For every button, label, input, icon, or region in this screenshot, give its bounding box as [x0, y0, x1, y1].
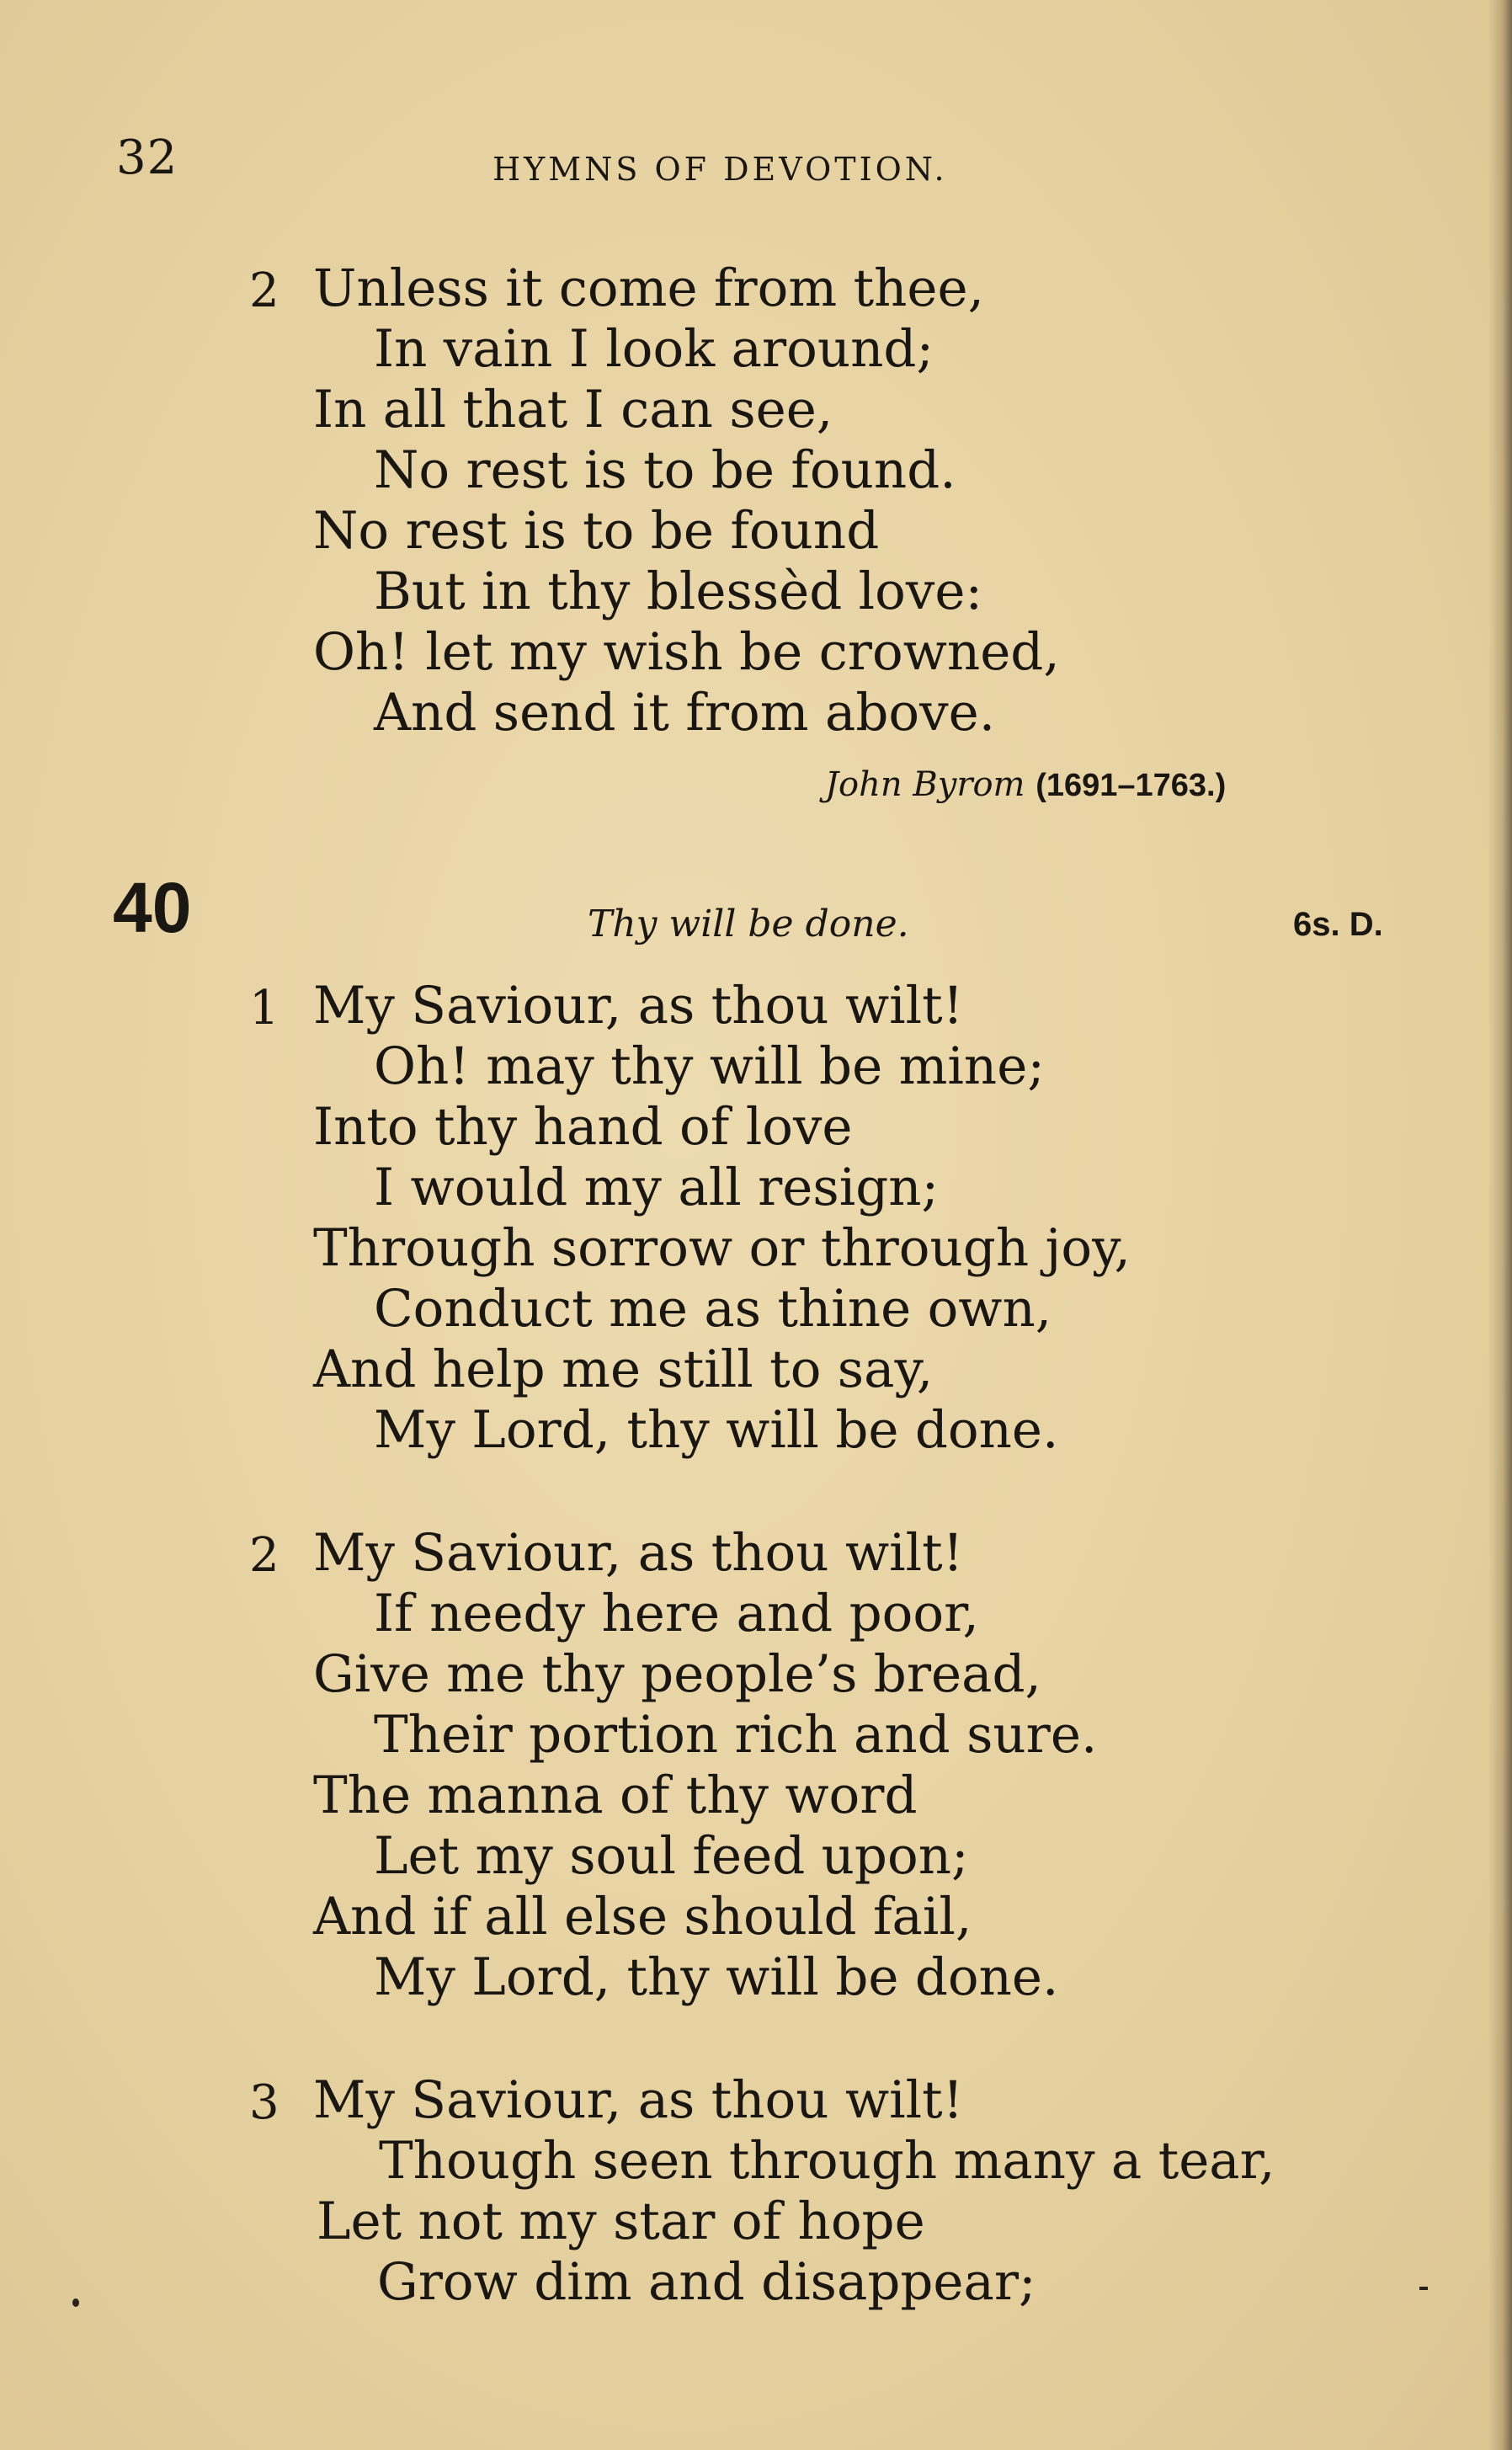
verse-line: Let my soul feed upon;: [374, 1826, 969, 1886]
verse-line: Let not my star of hope: [317, 2192, 925, 2251]
hymn-meter: 6s. D.: [1293, 906, 1383, 943]
verse-line: My Saviour, as thou wilt!: [313, 1523, 964, 1583]
verse-line: Grow dim and disappear;: [377, 2252, 1036, 2312]
verse-line: Through sorrow or through joy,: [313, 1218, 1131, 1278]
verse-line: No rest is to be found: [313, 501, 880, 561]
verse-line: Give me thy people’s bread,: [313, 1644, 1041, 1704]
verse-line: And send it from above.: [374, 683, 996, 743]
verse-line: The manna of thy word: [313, 1766, 918, 1825]
hymn-number: 40: [113, 868, 192, 947]
author-name: John Byrom: [825, 765, 1025, 804]
running-head: HYMNS OF DEVOTION.: [492, 151, 948, 188]
page-number: 32: [116, 130, 178, 185]
verse-line: Unless it come from thee,: [313, 258, 985, 318]
author-dates: (1691–1763.): [1036, 768, 1227, 803]
verse-line: My Saviour, as thou wilt!: [313, 2070, 964, 2130]
verse-line: If needy here and poor,: [374, 1584, 979, 1643]
verse-line: My Saviour, as thou wilt!: [313, 976, 964, 1036]
verse-line: And if all else should fail,: [313, 1887, 972, 1947]
verse-line: Their portion rich and sure.: [374, 1705, 1098, 1765]
ink-speck: [72, 2298, 79, 2307]
verse-number: 1: [249, 981, 280, 1036]
verse-line: Though seen through many a tear,: [379, 2131, 1275, 2191]
verse-line: I would my all resign;: [374, 1158, 940, 1217]
verse-line: Oh! let my wish be crowned,: [313, 622, 1060, 682]
verse-line: My Lord, thy will be done.: [374, 1947, 1059, 2007]
hymn-title: Thy will be done.: [588, 903, 909, 945]
verse-line: In vain I look around;: [374, 319, 934, 379]
page-edge-shadow: [1488, 0, 1512, 2450]
ink-speck: [1419, 2287, 1428, 2290]
verse-line: Into thy hand of love: [313, 1097, 853, 1157]
verse-line: No rest is to be found.: [374, 440, 956, 500]
verse-number: 3: [249, 2075, 280, 2130]
verse-line: Conduct me as thine own,: [374, 1279, 1052, 1339]
author-attribution: [825, 765, 1227, 804]
verse-line: And help me still to say,: [313, 1340, 934, 1399]
verse-line: In all that I can see,: [313, 380, 833, 439]
verse-line: But in thy blessèd love:: [374, 562, 983, 621]
verse-line: My Lord, thy will be done.: [374, 1400, 1059, 1460]
verse-number: 2: [249, 1528, 280, 1583]
verse-number: 2: [249, 264, 280, 318]
verse-line: Oh! may thy will be mine;: [374, 1036, 1045, 1096]
